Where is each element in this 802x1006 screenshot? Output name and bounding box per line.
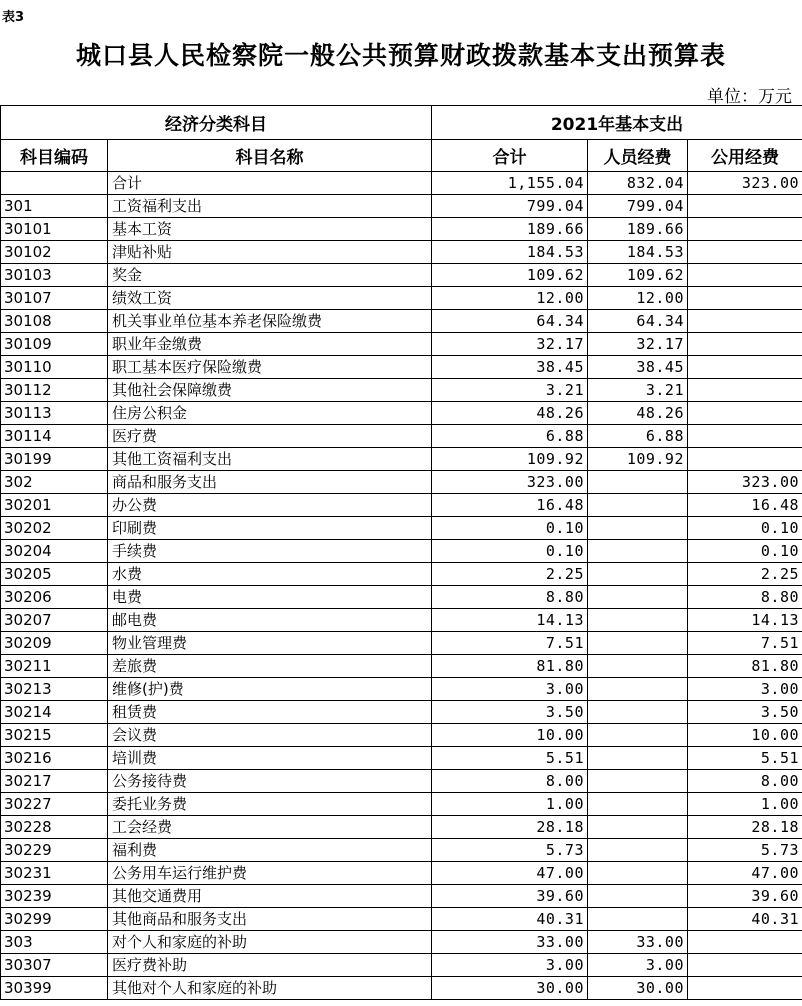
table-row [1,517,802,540]
document-title: 城口县人民检察院一般公共预算财政拨款基本支出预算表 [75,41,726,70]
cell-total: 32.17 [432,333,588,356]
cell-public [688,379,802,402]
cell-personnel [588,471,688,494]
cell-name: 基本工资 [108,218,432,241]
cell-total: 109.92 [432,448,588,471]
cell-personnel: 6.88 [588,425,688,448]
table-row [1,586,802,609]
table-row [1,793,802,816]
cell-name: 其他对个人和家庭的补助 [108,977,432,1000]
table-row [1,241,802,264]
header-code: 科目编码 [1,140,108,172]
table-row [1,908,802,931]
cell-name: 水费 [108,563,432,586]
cell-total: 6.88 [432,425,588,448]
cell-personnel: 12.00 [588,287,688,310]
header-name: 科目名称 [108,140,432,172]
cell-public: 0.10 [688,517,802,540]
cell-total: 81.80 [432,655,588,678]
table-row [1,724,802,747]
cell-personnel [588,839,688,862]
cell-name: 物业管理费 [108,632,432,655]
cell-personnel [588,793,688,816]
cell-total: 0.10 [432,517,588,540]
cell-total: 3.21 [432,379,588,402]
cell-code: 30209 [1,632,108,655]
table-row [1,609,802,632]
cell-total: 799.04 [432,195,588,218]
table-number: 表3 [2,10,25,25]
cell-public: 40.31 [688,908,802,931]
table-row [1,816,802,839]
cell-name: 对个人和家庭的补助 [108,931,432,954]
cell-public: 81.80 [688,655,802,678]
header-basic-expenditure: 2021年基本支出 [432,106,802,140]
cell-total: 184.53 [432,241,588,264]
header-personnel: 人员经费 [588,140,688,172]
cell-name: 医疗费 [108,425,432,448]
cell-total: 40.31 [432,908,588,931]
cell-public: 7.51 [688,632,802,655]
cell-public [688,448,802,471]
table-row [1,333,802,356]
table-row [1,678,802,701]
table-row [1,701,802,724]
cell-public [688,264,802,287]
cell-code: 30108 [1,310,108,333]
cell-personnel [588,678,688,701]
cell-public [688,977,802,1000]
cell-name: 住房公积金 [108,402,432,425]
cell-total: 28.18 [432,816,588,839]
cell-code: 302 [1,471,108,494]
cell-personnel: 799.04 [588,195,688,218]
cell-name: 差旅费 [108,655,432,678]
cell-public [688,310,802,333]
cell-public [688,218,802,241]
cell-code: 30101 [1,218,108,241]
cell-public: 0.10 [688,540,802,563]
cell-code: 30231 [1,862,108,885]
cell-code: 30113 [1,402,108,425]
cell-name: 职工基本医疗保险缴费 [108,356,432,379]
cell-personnel [588,816,688,839]
table-row [1,448,802,471]
cell-name: 绩效工资 [108,287,432,310]
cell-code: 30107 [1,287,108,310]
table-row [1,218,802,241]
cell-personnel [588,885,688,908]
cell-name: 邮电费 [108,609,432,632]
table-row [1,839,802,862]
table-row [1,747,802,770]
cell-total: 1.00 [432,793,588,816]
cell-public: 3.00 [688,678,802,701]
cell-personnel [588,632,688,655]
cell-personnel: 48.26 [588,402,688,425]
table-row [1,977,802,1000]
cell-code: 30211 [1,655,108,678]
cell-name: 公务接待费 [108,770,432,793]
cell-public: 5.73 [688,839,802,862]
cell-public [688,333,802,356]
cell-name: 电费 [108,586,432,609]
cell-total: 64.34 [432,310,588,333]
cell-public: 1.00 [688,793,802,816]
cell-name: 奖金 [108,264,432,287]
cell-total: 16.48 [432,494,588,517]
cell-public: 5.51 [688,747,802,770]
cell-personnel [588,517,688,540]
table-row [1,310,802,333]
cell-personnel [588,770,688,793]
cell-code: 30112 [1,379,108,402]
cell-personnel: 189.66 [588,218,688,241]
cell-name: 其他社会保障缴费 [108,379,432,402]
cell-name: 培训费 [108,747,432,770]
cell-code: 30239 [1,885,108,908]
cell-code: 30110 [1,356,108,379]
cell-total: 5.73 [432,839,588,862]
cell-total: 3.00 [432,678,588,701]
cell-total: 1,155.04 [432,172,588,195]
cell-personnel [588,724,688,747]
cell-name: 职业年金缴费 [108,333,432,356]
table-row [1,862,802,885]
cell-code: 30206 [1,586,108,609]
cell-public: 3.50 [688,701,802,724]
table-row [1,540,802,563]
table-row [1,770,802,793]
cell-public: 8.00 [688,770,802,793]
cell-total: 2.25 [432,563,588,586]
table-row [1,287,802,310]
cell-name: 医疗费补助 [108,954,432,977]
cell-public: 323.00 [688,172,802,195]
cell-total: 47.00 [432,862,588,885]
cell-personnel [588,563,688,586]
cell-code: 30307 [1,954,108,977]
header-total: 合计 [432,140,588,172]
cell-name: 租赁费 [108,701,432,724]
cell-personnel: 109.92 [588,448,688,471]
cell-code [1,172,108,195]
cell-personnel: 64.34 [588,310,688,333]
cell-code: 30299 [1,908,108,931]
cell-public: 14.13 [688,609,802,632]
cell-total: 7.51 [432,632,588,655]
table-row [1,471,802,494]
cell-name: 合计 [108,172,432,195]
cell-public [688,931,802,954]
cell-name: 其他商品和服务支出 [108,908,432,931]
cell-total: 33.00 [432,931,588,954]
cell-name: 机关事业单位基本养老保险缴费 [108,310,432,333]
cell-code: 30205 [1,563,108,586]
cell-code: 30207 [1,609,108,632]
cell-public [688,287,802,310]
cell-personnel: 184.53 [588,241,688,264]
cell-public: 8.80 [688,586,802,609]
cell-name: 津贴补贴 [108,241,432,264]
table-row [1,563,802,586]
cell-personnel [588,540,688,563]
unit-label: 单位：万元 [707,87,792,107]
cell-total: 189.66 [432,218,588,241]
cell-total: 38.45 [432,356,588,379]
cell-personnel [588,586,688,609]
table-row [1,931,802,954]
cell-code: 30102 [1,241,108,264]
cell-name: 其他工资福利支出 [108,448,432,471]
cell-total: 8.00 [432,770,588,793]
cell-code: 30215 [1,724,108,747]
cell-personnel [588,862,688,885]
cell-code: 30227 [1,793,108,816]
cell-public: 39.60 [688,885,802,908]
table-row [1,402,802,425]
cell-total: 48.26 [432,402,588,425]
cell-code: 30217 [1,770,108,793]
cell-name: 工资福利支出 [108,195,432,218]
cell-name: 委托业务费 [108,793,432,816]
cell-personnel: 3.00 [588,954,688,977]
cell-public [688,356,802,379]
table-row [1,655,802,678]
cell-public [688,402,802,425]
cell-code: 30399 [1,977,108,1000]
cell-total: 12.00 [432,287,588,310]
cell-public: 2.25 [688,563,802,586]
cell-code: 30216 [1,747,108,770]
cell-public [688,954,802,977]
cell-code: 30228 [1,816,108,839]
cell-public: 323.00 [688,471,802,494]
cell-personnel [588,655,688,678]
cell-personnel: 30.00 [588,977,688,1000]
cell-total: 30.00 [432,977,588,1000]
table-row [1,885,802,908]
cell-public: 16.48 [688,494,802,517]
cell-total: 323.00 [432,471,588,494]
cell-public: 10.00 [688,724,802,747]
table-row [1,356,802,379]
table-row [1,172,802,195]
cell-total: 3.00 [432,954,588,977]
cell-name: 商品和服务支出 [108,471,432,494]
cell-total: 109.62 [432,264,588,287]
cell-name: 维修(护)费 [108,678,432,701]
cell-name: 公务用车运行维护费 [108,862,432,885]
cell-code: 30109 [1,333,108,356]
cell-code: 30204 [1,540,108,563]
cell-public [688,195,802,218]
cell-name: 印刷费 [108,517,432,540]
cell-personnel [588,494,688,517]
cell-personnel: 38.45 [588,356,688,379]
header-economic-classification: 经济分类科目 [1,106,432,140]
cell-personnel: 109.62 [588,264,688,287]
cell-total: 8.80 [432,586,588,609]
cell-code: 30213 [1,678,108,701]
cell-code: 30214 [1,701,108,724]
table-row [1,632,802,655]
cell-personnel [588,609,688,632]
cell-personnel: 32.17 [588,333,688,356]
cell-total: 3.50 [432,701,588,724]
cell-name: 其他交通费用 [108,885,432,908]
cell-total: 10.00 [432,724,588,747]
cell-personnel: 33.00 [588,931,688,954]
table-row [1,425,802,448]
cell-total: 14.13 [432,609,588,632]
cell-code: 301 [1,195,108,218]
cell-total: 5.51 [432,747,588,770]
cell-name: 办公费 [108,494,432,517]
budget-table [0,105,802,1000]
table-row [1,195,802,218]
cell-public: 47.00 [688,862,802,885]
cell-total: 39.60 [432,885,588,908]
cell-code: 30202 [1,517,108,540]
cell-code: 30229 [1,839,108,862]
cell-name: 会议费 [108,724,432,747]
cell-public [688,425,802,448]
cell-name: 福利费 [108,839,432,862]
cell-code: 30199 [1,448,108,471]
cell-personnel [588,747,688,770]
cell-personnel: 3.21 [588,379,688,402]
cell-personnel [588,701,688,724]
cell-public [688,241,802,264]
table-row [1,379,802,402]
cell-personnel [588,908,688,931]
cell-code: 303 [1,931,108,954]
cell-total: 0.10 [432,540,588,563]
table-row [1,954,802,977]
cell-name: 手续费 [108,540,432,563]
table-row [1,494,802,517]
header-public: 公用经费 [688,140,802,172]
cell-name: 工会经费 [108,816,432,839]
cell-code: 30201 [1,494,108,517]
cell-code: 30114 [1,425,108,448]
cell-public: 28.18 [688,816,802,839]
cell-code: 30103 [1,264,108,287]
cell-personnel: 832.04 [588,172,688,195]
table-row [1,264,802,287]
